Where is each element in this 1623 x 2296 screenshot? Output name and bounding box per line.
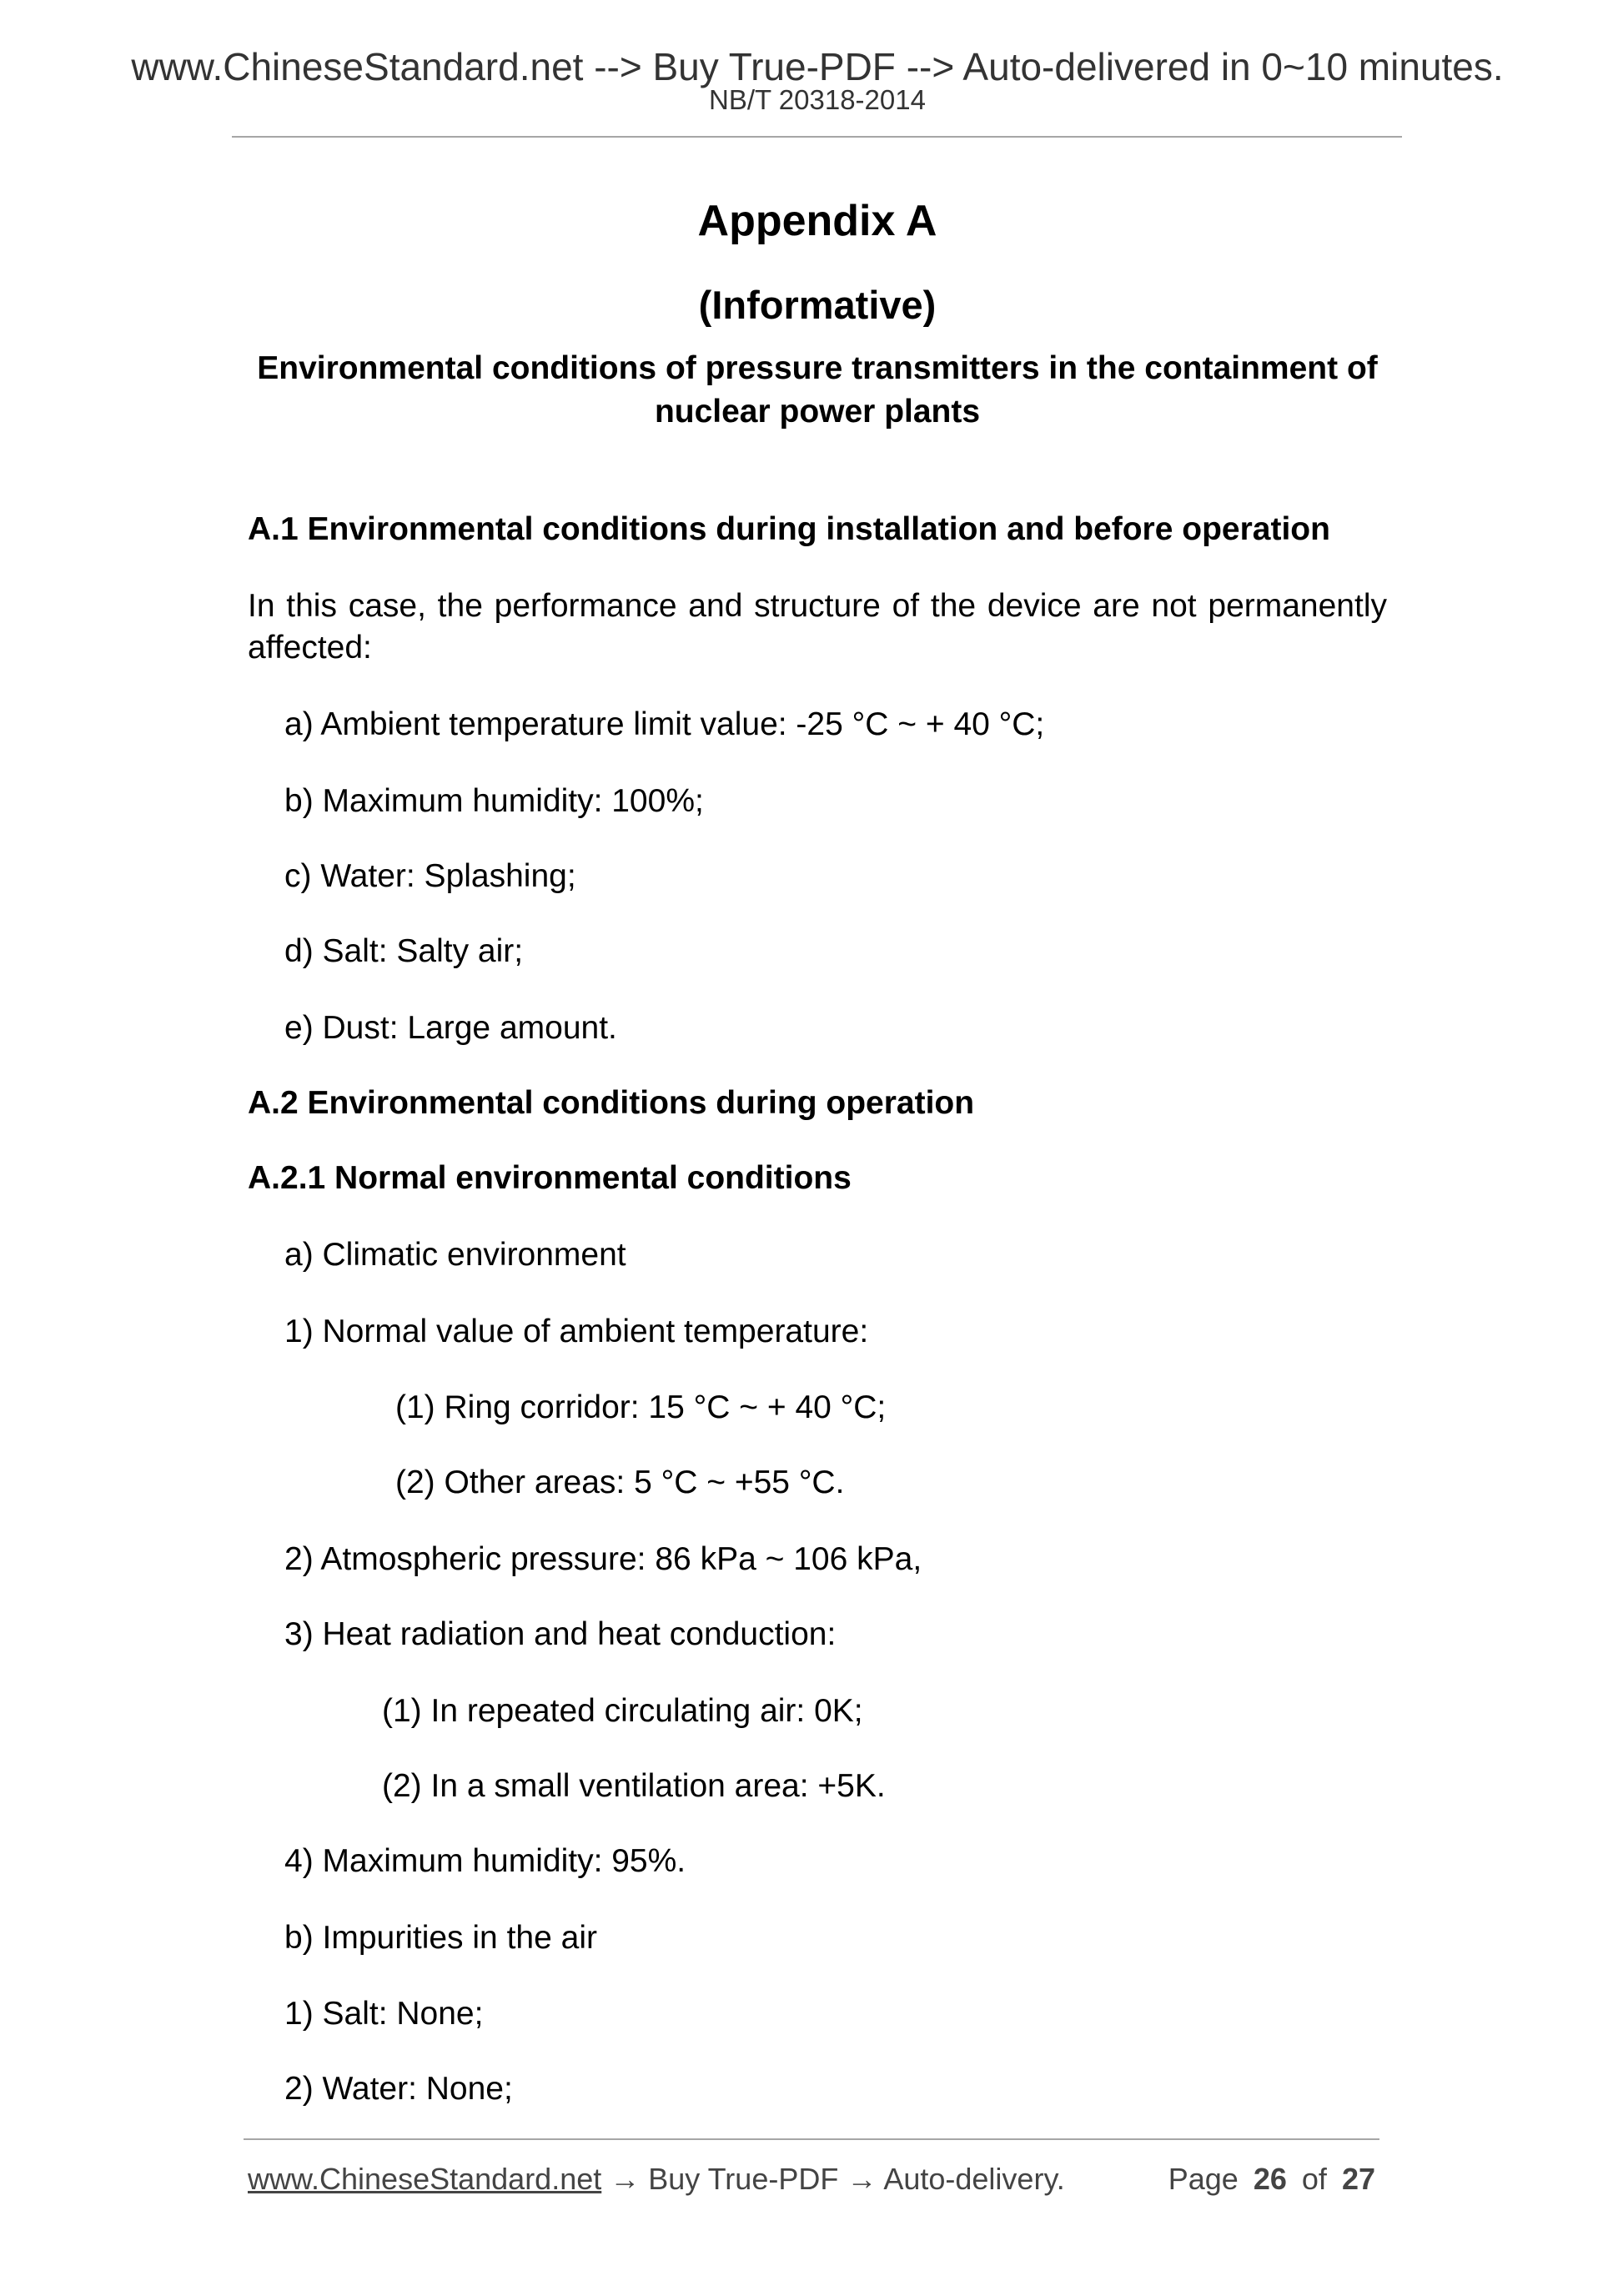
section-a1-heading: A.1 Environmental conditions during installation and before operation [248,511,1330,547]
footer-link[interactable]: www.ChineseStandard.net [248,2162,602,2196]
temperature-label: 1) Normal value of ambient temperature: [284,1314,869,1349]
list-item: d) Salt: Salty air; [284,933,524,969]
footer-rule [244,2138,1379,2140]
sub-list-item: (1) In repeated circulating air: 0K; [382,1693,863,1729]
pressure-item: 2) Atmospheric pressure: 86 kPa ~ 106 kPa, [284,1541,922,1577]
standard-code: NB/T 20318-2014 [709,84,926,115]
page-of: of [1301,2162,1327,2196]
list-item: c) Water: Splashing; [284,858,576,894]
list-item: e) Dust: Large amount. [284,1010,617,1046]
header-rule [232,136,1402,138]
list-item: 2) Water: None; [284,2071,513,2107]
appendix-status: (Informative) [698,283,937,327]
appendix-subtitle-line: Environmental conditions of pressure transmitters in the containment of [257,350,1378,386]
footer-text [248,2162,1065,2197]
list-item: 1) Salt: None; [284,1996,484,2032]
humidity-item: 4) Maximum humidity: 95%. [284,1843,686,1879]
climatic-label: a) Climatic environment [284,1237,626,1273]
sub-list-item: (1) Ring corridor: 15 °C ~ + 40 °C; [395,1389,887,1425]
list-item: a) Ambient temperature limit value: -25 °C ~ + 40 °C; [284,706,1045,742]
section-a1-intro: In this case, the performance and structure of the device are not permanently affected: [248,588,1387,666]
impurities-label: b) Impurities in the air [284,1920,597,1956]
section-a21-heading: A.2.1 Normal environmental conditions [248,1160,852,1196]
heat-label: 3) Heat radiation and heat conduction: [284,1616,837,1652]
page-label: Page [1168,2162,1239,2196]
section-a2-heading: A.2 Environmental conditions during operation [248,1085,975,1121]
sub-list-item: (2) In a small ventilation area: +5K. [382,1768,886,1804]
page-total: 27 [1341,2162,1375,2196]
list-item: b) Maximum humidity: 100%; [284,783,704,819]
appendix-subtitle-line: nuclear power plants [654,394,981,430]
appendix-title: Appendix A [697,197,937,245]
footer-tagline: → Buy True-PDF → Auto-delivery. [610,2162,1065,2196]
page-indicator [1168,2162,1375,2197]
banner-text: www.ChineseStandard.net --> Buy True-PDF --> Auto-delivered in 0~10 minutes. [131,45,1504,88]
page-current: 26 [1253,2162,1287,2196]
sub-list-item: (2) Other areas: 5 °C ~ +55 °C. [395,1465,845,1500]
